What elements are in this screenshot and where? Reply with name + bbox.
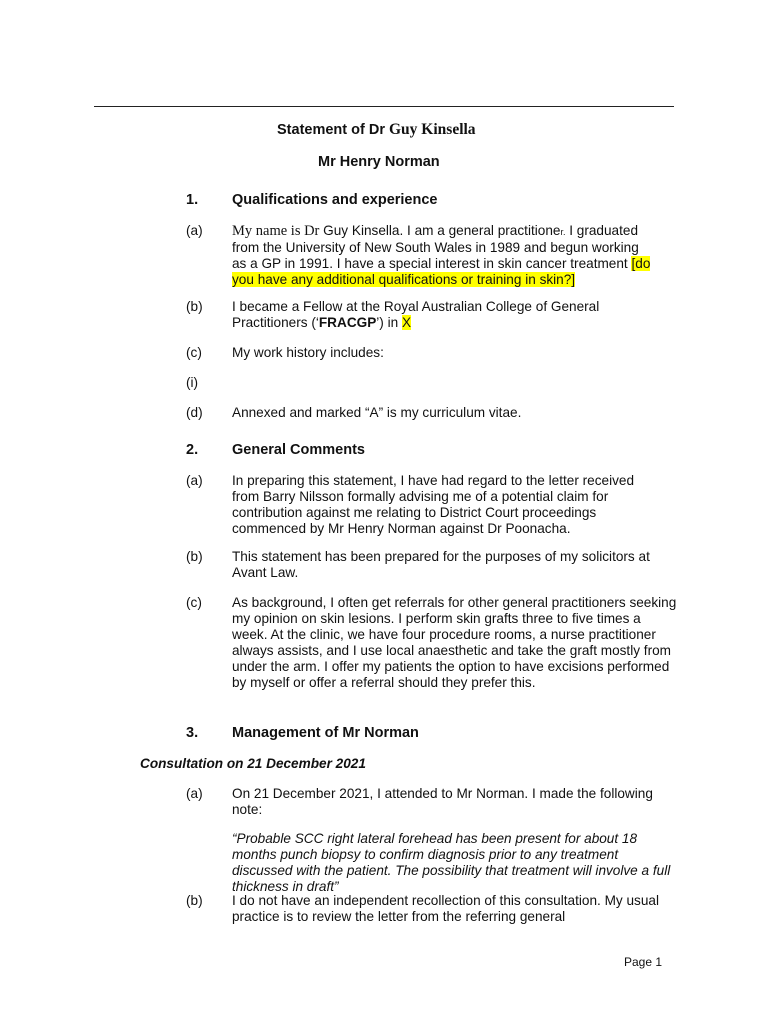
para-1a-t3: I graduated (565, 223, 639, 238)
para-1a (232, 223, 677, 288)
header-rule (94, 106, 674, 107)
para-2b: This statement has been prepared for the purposes of my solicitors at Avant Law. (232, 549, 650, 580)
para-3a-label: (a) (186, 786, 203, 801)
para-1d-label: (d) (186, 405, 203, 420)
fracgp-abbrev: FRACGP (318, 315, 377, 330)
para-1c-label: (c) (186, 345, 202, 360)
para-3a: On 21 December 2021, I attended to Mr Norman. I made the following note: (232, 786, 653, 817)
para-1b-label: (b) (186, 299, 203, 314)
para-1a-line1 (232, 223, 677, 240)
para-1b-pre: Practitioners (‘ (232, 315, 319, 330)
para-3b: I do not have an independent recollection of this consultation. My usual practice is to review the letter from the referring general (232, 893, 659, 924)
para-3b-label: (b) (186, 893, 203, 908)
para-2a-label: (a) (186, 473, 203, 488)
name-intro: My name is Dr (232, 223, 320, 239)
para-2b-label: (b) (186, 549, 203, 564)
consultation-heading: Consultation on 21 December 2021 (140, 756, 366, 771)
para-1a-line2: from the University of New South Wales in 1989 and begun working (232, 240, 639, 255)
para-1a-t2: general practitione (448, 223, 561, 238)
title-name: Guy Kinsella (389, 121, 476, 138)
section-3-heading: Management of Mr Norman (232, 725, 419, 741)
para-1a-line4 (232, 272, 677, 288)
section-3-number: 3. (186, 725, 199, 741)
section-2-heading: General Comments (232, 442, 365, 458)
para-1a-line3-text: as a GP in 1991. I have a special interest in skin cancer treatment (232, 256, 632, 271)
para-1c: My work history includes: (232, 345, 384, 360)
document-title (277, 122, 476, 138)
para-1a-line3 (232, 256, 677, 272)
para-1b (232, 299, 677, 331)
para-1i-label: (i) (186, 375, 199, 390)
highlight-x: X (401, 315, 412, 330)
para-1b-post: ’) in (376, 315, 402, 330)
highlight-note-1: [do (631, 256, 651, 271)
para-1a-t1: Guy Kinsella. I am a (319, 223, 449, 238)
para-1d: Annexed and marked “A” is my curriculum vitae. (232, 405, 522, 420)
highlight-note-2: you have any additional qualifications or training in skin?] (232, 272, 576, 287)
para-2c-label: (c) (186, 595, 202, 610)
title-prefix: Statement of Dr (277, 122, 385, 138)
para-1b-line1: I became a Fellow at the Royal Australian College of General (232, 299, 600, 314)
para-2a: In preparing this statement, I have had regard to the letter received from Barry Nilsson formally advising me of a potential claim for contribution against me relating to District Court proceedings commenced by Mr Henry Norman against Dr Poonacha. (232, 473, 635, 536)
section-2-number: 2. (186, 442, 199, 458)
section-1-heading: Qualifications and experience (232, 192, 438, 208)
para-2c: As background, I often get referrals for other general practitioners seeking my opinion on skin lesions. I perform skin grafts three to five times a week. At the clinic, we have four procedure rooms, a nurse practitioner always assists, and I use local anaesthetic and take the graft mostly from under the arm. I offer my patients the option to have excisions performed by myself or offer a referral should they prefer this. (232, 595, 677, 690)
para-1a-t2-tiny: r. (560, 227, 566, 237)
para-1b-line2 (232, 315, 677, 331)
document-subtitle: Mr Henry Norman (318, 154, 440, 170)
page-number: Page 1 (624, 955, 663, 969)
section-1-number: 1. (186, 192, 199, 208)
para-1a-label: (a) (186, 223, 203, 238)
clinical-note-quote: “Probable SCC right lateral forehead has been present for about 18 months punch biopsy to confirm diagnosis prior to any treatment discussed with the patient. The possibility that treatment will involve a full thickness in draft” (232, 831, 671, 894)
